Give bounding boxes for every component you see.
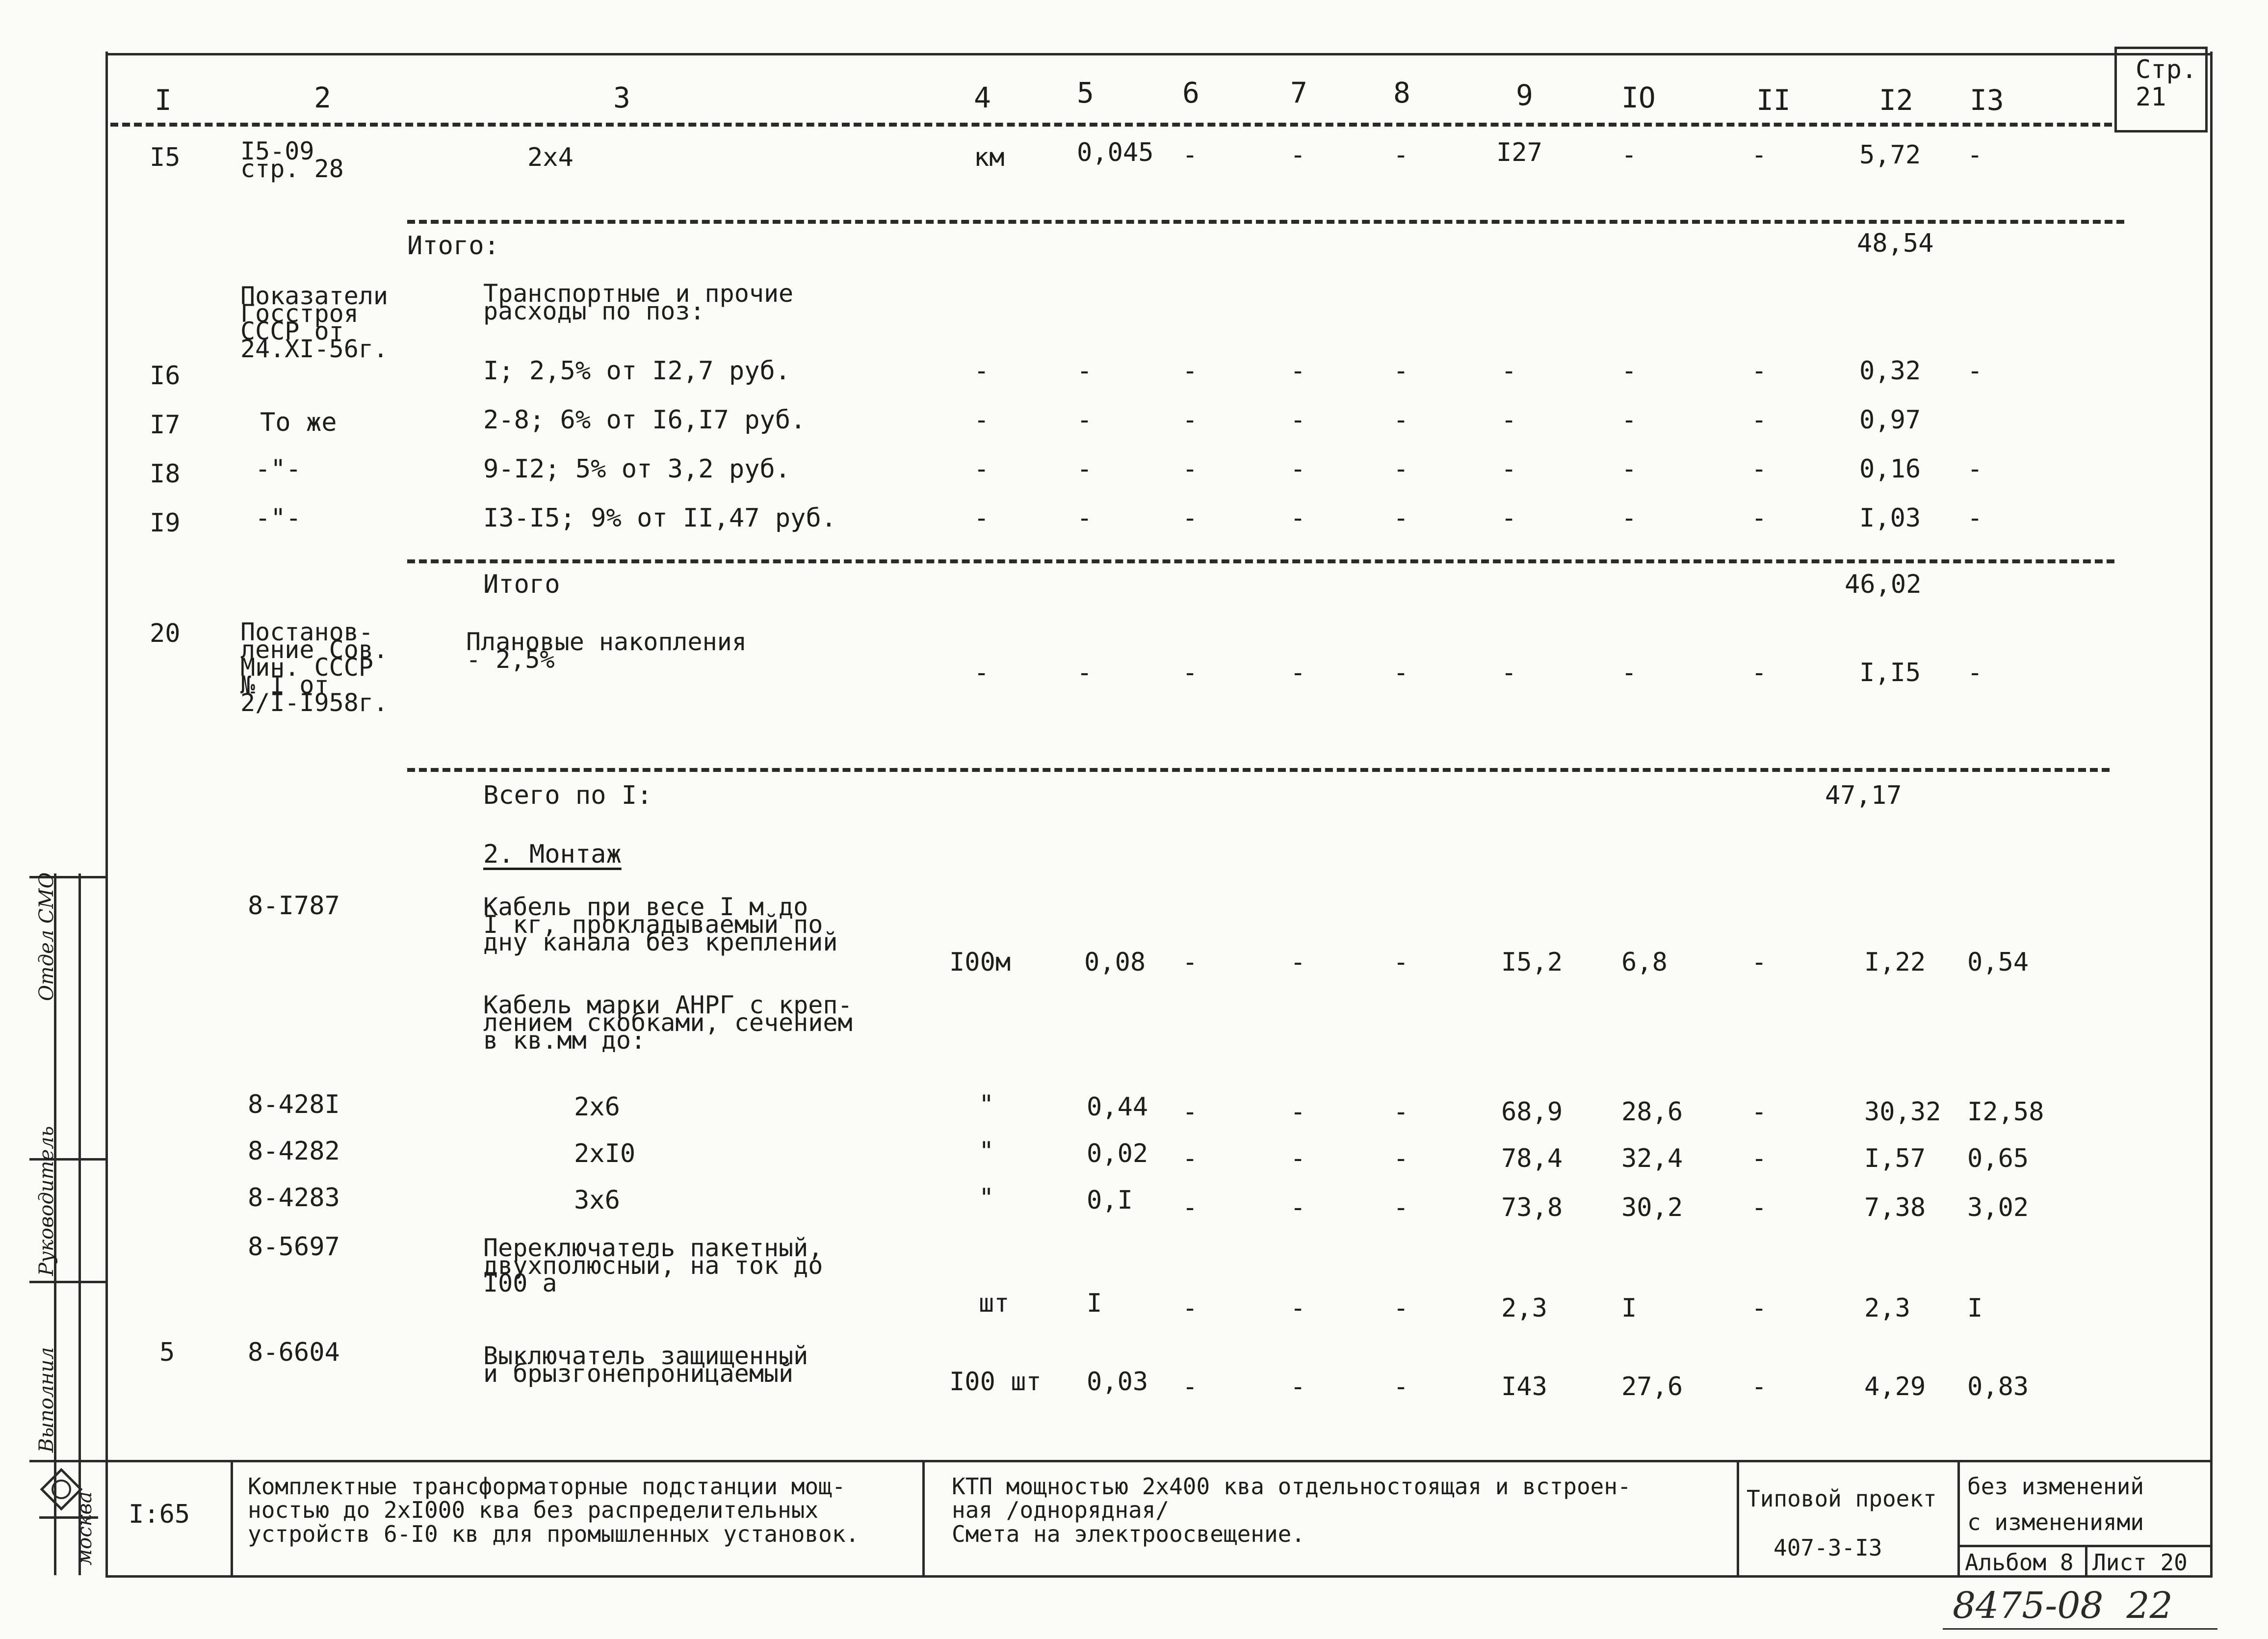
row-c13: 0,54 [1967,948,2029,977]
itogo-label: Итого [483,570,560,599]
col-header-2: 2 [314,81,331,114]
album-number: Альбом 8 [1965,1549,2074,1576]
row-c8: - [1393,1294,1409,1323]
dash-cell: - [1621,454,1637,484]
row-c11: - [1751,1144,1767,1173]
row-name: Кабель марки АНРГ с креп- лением скобками, сечением в кв.мм до: [483,991,853,1055]
dash-cell: - [1501,658,1517,687]
row-c8: - [1393,948,1409,977]
row-unit: км [974,143,1005,172]
total-value: 47,17 [1825,781,1902,810]
stamp-divider [1737,1460,1739,1575]
row-c9: 2,3 [1501,1294,1547,1323]
row-c8: - [1393,1193,1409,1222]
row-c13: - [1967,454,1983,484]
dash-cell: - [974,658,990,687]
side-stamp-line [29,1281,105,1283]
row-name: 2x4 [527,143,574,172]
row-qty: 0,I [1087,1186,1133,1215]
dash-cell: - [1290,503,1306,533]
row-c6: - [1182,1097,1198,1127]
row-c10: 6,8 [1621,948,1668,977]
side-stamp-line [29,1460,105,1462]
row-c11: - [1751,1372,1767,1401]
row-c12: 5,72 [1859,140,1921,170]
dash-cell: - [1501,503,1517,533]
dash-cell: - [1501,454,1517,484]
row-c8: - [1393,1097,1409,1127]
row-c7: - [1290,1372,1306,1401]
row-c13: I [1967,1294,1983,1323]
dash-cell: - [1182,405,1198,435]
col-header-11: II [1756,83,1791,117]
side-role-department: Отдел СМО [35,872,58,1001]
stamp-divider [231,1460,233,1575]
row-c12: 2,3 [1864,1294,1910,1323]
right-frame-line [2210,52,2213,1578]
dash-cell: - [1393,658,1409,687]
row-c13: - [1967,356,1983,386]
row-c6: - [1182,948,1198,977]
transport-source: Показатели Госстроя СССР от 24.XI-56г. [240,282,389,363]
row-number: I8 [150,459,181,489]
dash-cell: - [1621,356,1637,386]
project-label: Типовой проект [1747,1485,1937,1512]
row-c7: - [1290,1144,1306,1173]
row-code: 8-4282 [248,1137,340,1166]
dash-cell: - [1290,658,1306,687]
row-code: Постанов- ление Сов. Мин. СССР № I от 2/I-I958г. [240,618,389,717]
row-c13: - [1967,503,1983,533]
row-c9: 73,8 [1501,1193,1563,1222]
dash-cell: - [974,503,990,533]
col-header-12: I2 [1879,83,1913,117]
row-name: 2xI0 [574,1139,636,1168]
dash-cell: - [1621,405,1637,435]
dash-cell: - [974,454,990,484]
dash-cell: - [1393,503,1409,533]
row-c10: 28,6 [1621,1097,1683,1127]
status-unchanged: без изменений [1967,1473,2144,1500]
total-label: Всего по I: [483,781,652,810]
row-qty: 0,045 [1077,138,1154,167]
row-number: I7 [150,410,181,440]
col-header-6: 6 [1182,76,1199,109]
row-name: 2x6 [574,1092,620,1122]
row-c9: 68,9 [1501,1097,1563,1127]
col-header-7: 7 [1290,76,1307,109]
side-stamp-line [39,1516,98,1519]
row-c11: - [1751,1294,1767,1323]
side-city: москва [74,1491,96,1565]
dash-cell: - [974,405,990,435]
dash-cell: - [974,356,990,386]
dash-cell: - [1501,405,1517,435]
archive-underline [1943,1628,2217,1630]
header-dashed-separator [110,123,2112,127]
archive-number: 8475-08 22 [1953,1585,2173,1627]
project-subject: КТП мощностью 2x400 ква отдельностоящая и встроен- ная /однорядная/ Смета на электроосвещение. [952,1473,1631,1547]
row-c11: - [1751,140,1767,170]
row-code: 8-5697 [248,1232,340,1262]
row-code: 8-4283 [248,1183,340,1213]
row-c13: 0,83 [1967,1372,2029,1401]
row-c13: - [1967,658,1983,687]
col-header-8: 8 [1393,76,1410,109]
row-code: 8-428I [248,1090,340,1119]
row-c9: I27 [1496,138,1542,167]
row-unit: " [979,1183,994,1213]
sheet-number: Лист 20 [2092,1549,2188,1576]
row-number: I9 [150,508,181,538]
row-c9: I5,2 [1501,948,1563,977]
bottom-frame-line [105,1575,2210,1578]
row-c10: 30,2 [1621,1193,1683,1222]
row-code: 8-I787 [248,891,340,921]
dash-cell: - [1182,503,1198,533]
dash-cell: - [1751,503,1767,533]
dash-cell: - [1290,356,1306,386]
row-c12: I,22 [1864,948,1926,977]
row-number: I5 [150,143,181,172]
side-role-executor: Выполнил [35,1347,58,1453]
row-c12: 0,97 [1859,405,1921,435]
row-c10: 32,4 [1621,1144,1683,1173]
row-c13: - [1967,140,1983,170]
top-frame-line [105,53,2210,55]
row-name: Переключатель пакетный, двухполюсный, на ток до I00 а [483,1234,823,1297]
col-header-1: I [155,83,172,117]
dashed-separator [407,768,2110,772]
row-c12: 4,29 [1864,1372,1926,1401]
row-code: I5-09 стр. 28 [240,137,344,183]
row-c11: - [1751,948,1767,977]
row-c10: - [1621,140,1637,170]
col-header-9: 9 [1516,79,1533,112]
row-c7: - [1290,1294,1306,1323]
row-qty: 0,02 [1087,1139,1148,1168]
row-c7: - [1290,1097,1306,1127]
page-label-title: Стр. [2136,55,2197,84]
stamp-top-line [105,1460,2210,1462]
row-c12: 7,38 [1864,1193,1926,1222]
dash-cell: - [1182,658,1198,687]
row-name: I; 2,5% от I2,7 руб. [483,356,791,386]
row-unit: I00 шт [949,1367,1042,1397]
status-changed: с изменениями [1967,1509,2144,1535]
row-c8: - [1393,1372,1409,1401]
row-number: I6 [150,361,181,391]
row-c12: 0,16 [1859,454,1921,484]
itogo-label: Итого: [407,231,499,261]
dash-cell: - [1751,658,1767,687]
dash-cell: - [1393,356,1409,386]
row-name: 9-I2; 5% от 3,2 руб. [483,454,791,484]
row-name: Кабель при весе I м до I кг, прокладываемый по дну канала без креплений [483,893,838,956]
dash-cell: - [1501,356,1517,386]
dash-cell: - [1621,658,1637,687]
row-name: Плановые накопления - 2,5% [466,628,747,674]
row-unit: " [979,1090,994,1119]
row-code: -"- [255,503,301,533]
row-c12: I,03 [1859,503,1921,533]
dash-cell: - [1077,356,1093,386]
itogo-value: 48,54 [1857,229,1934,258]
itogo-value: 46,02 [1845,570,1922,599]
row-number: 20 [150,619,181,648]
dash-cell: - [1077,405,1093,435]
org-code: I:65 [129,1500,190,1529]
col-header-13: I3 [1970,83,2004,117]
row-c8: - [1393,1144,1409,1173]
dashed-separator [407,220,2124,224]
row-c13: 3,02 [1967,1193,2029,1222]
row-unit: " [979,1137,994,1166]
row-c11: - [1751,1193,1767,1222]
row-c12: 30,32 [1864,1097,1941,1127]
row-c7: - [1290,140,1306,170]
row-code: -"- [255,454,301,484]
row-c10: 27,6 [1621,1372,1683,1401]
page-label-box [2114,47,2208,132]
row-c6: - [1182,1144,1198,1173]
col-header-10: IO [1621,81,1656,114]
emblem-icon [39,1467,83,1511]
dash-cell: - [1290,405,1306,435]
row-c9: I43 [1501,1372,1547,1401]
dash-cell: - [1182,454,1198,484]
row-c13: I2,58 [1967,1097,2044,1127]
row-c6: - [1182,140,1198,170]
row-unit: I00м [949,948,1011,977]
row-c6: - [1182,1372,1198,1401]
section-title: 2. Монтаж [483,840,622,869]
dash-cell: - [1751,356,1767,386]
row-qty: 0,44 [1087,1092,1148,1122]
row-c11: - [1751,1097,1767,1127]
project-number: 407-3-I3 [1773,1534,1882,1561]
row-number: 5 [159,1338,175,1367]
row-c13: 0,65 [1967,1144,2029,1173]
row-qty: 0,03 [1087,1367,1148,1397]
dashed-separator [407,559,2114,563]
row-code: 8-6604 [248,1338,340,1367]
project-description: Комплектные трансформаторные подстанции мощ- ностью до 2xI000 ква без распределительных устройств 6-I0 кв для промышленных установок. [248,1473,860,1547]
col-header-4: 4 [974,81,991,114]
transport-heading: Транспортные и прочие расходы по поз: [483,279,794,325]
dash-cell: - [1393,454,1409,484]
row-name: 3x6 [574,1186,620,1215]
row-name: I3-I5; 9% от II,47 руб. [483,503,837,533]
page-label-number: 21 [2136,82,2166,112]
dash-cell: - [1751,405,1767,435]
row-c9: 78,4 [1501,1144,1563,1173]
row-c12: 0,32 [1859,356,1921,386]
row-name: Выключатель защищенный и брызгонепроницаемый [483,1342,808,1388]
stamp-divider [1957,1545,2210,1547]
row-qty: 0,08 [1084,948,1146,977]
dash-cell: - [1751,454,1767,484]
row-qty: I [1087,1289,1102,1318]
col-header-3: 3 [613,81,630,114]
row-unit: шт [979,1289,1010,1318]
row-c7: - [1290,1193,1306,1222]
row-c12: I,I5 [1859,658,1921,687]
row-c7: - [1290,948,1306,977]
left-frame-line [105,52,108,1578]
stamp-divider [2085,1545,2087,1575]
dash-cell: - [1077,454,1093,484]
row-code: То же [260,408,337,437]
dash-cell: - [1182,356,1198,386]
side-role-head: Руководитель [35,1126,58,1276]
row-c12: I,57 [1864,1144,1926,1173]
row-c6: - [1182,1193,1198,1222]
dash-cell: - [1621,503,1637,533]
dash-cell: - [1077,658,1093,687]
dash-cell: - [1393,405,1409,435]
row-c6: - [1182,1294,1198,1323]
col-header-5: 5 [1077,76,1094,109]
stamp-divider [1957,1460,1960,1575]
dash-cell: - [1290,454,1306,484]
row-name: 2-8; 6% от I6,I7 руб. [483,405,806,435]
stamp-divider [922,1460,925,1575]
dash-cell: - [1077,503,1093,533]
row-c8: - [1393,140,1409,170]
row-c10: I [1621,1294,1637,1323]
